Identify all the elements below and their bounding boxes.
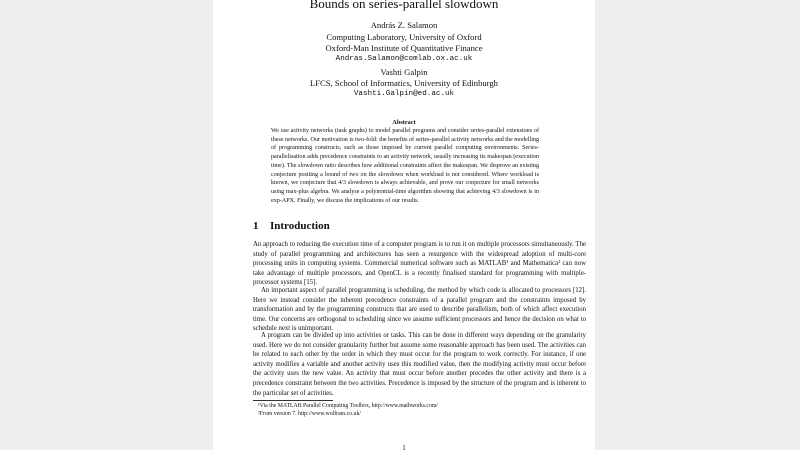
paragraph-2: An important aspect of parallel programming is scheduling, the method by which code is allocated to processors [12]. Here we instead consider the inherent precedence constraints of a parallel program and the constraints imposed by transformation and by the programming constructs that are used to describe parallelism, both of which affect execution time. Our concerns are orthogonal to scheduling since we assume sufficient processors and hence the decision on what to schedule next is unimportant.: [253, 287, 586, 333]
author-1-name: András Z. Salamon: [370, 20, 438, 30]
paper-page: [213, 0, 595, 450]
page-number: 1: [402, 444, 406, 450]
footnote-1: ¹Via the MATLAB Parallel Computing Toolbox, http://www.mathworks.com/: [258, 403, 439, 409]
author-2-email[interactable]: Vashti.Galpin@ed.ac.uk: [353, 90, 455, 98]
abstract-text: We use activity networks (task graphs) to model parallel programs and consider series-parallel extensions of these networks. Our motivation is two-fold: the benefits of series-parallel activity networks and the modelling of programming constructs, such as those imposed by current parallel computing environments. Series-parallelisation adds precedence constraints to an activity network, usually increasing its makespan (execution time). The slowdown ratio describes how additional constraints affect the makespan. We disprove an existing conjecture positing a bound of two on the slowdown when workload is not considered. Where workload is known, we conjecture that 4/3 slowdown is always achievable, and prove our conjecture for small networks using max-plus algebra. We analyse a polynomial-time algorithm showing that achieving 4/3 slowdown is in exp-APX. Finally, we discuss the implications of our results.: [271, 128, 539, 204]
paper-title: Bounds on series-parallel slowdown: [309, 0, 499, 11]
author-1-email[interactable]: Andras.Salamon@comlab.ox.ac.uk: [335, 55, 473, 63]
section-heading: [253, 220, 330, 232]
abstract-heading: Abstract: [392, 119, 416, 126]
author-1-affiliation-1: Computing Laboratory, University of Oxford: [326, 32, 482, 42]
viewer-background-right: [595, 0, 800, 450]
section-number: 1: [253, 220, 259, 232]
author-2-name: Vashti Galpin: [380, 67, 428, 77]
author-1-affiliation-2: Oxford-Man Institute of Quantitative Finance: [325, 43, 483, 53]
footnote-rule: [253, 400, 333, 401]
viewer-background-left: [0, 0, 213, 450]
paragraph-1: An approach to reducing the execution time of a computer program is to run it on multiple processors simultaneously. The study of parallel programming and architectures has seen a resurgence with the widespread adoption of multi-core processing units in computing systems. Commercial numerical software such as MATLAB¹ and Mathematica² can now take advantage of multiple processors, and OpenCL is a recently finalised standard for programming with multiple-processor systems [15].: [253, 241, 586, 287]
author-2-affiliation: LFCS, School of Informatics, University of Edinburgh: [310, 78, 498, 88]
section-title: Introduction: [270, 220, 330, 232]
paragraph-3: A program can be divided up into activities or tasks. This can be done in different ways depending on the granularity used. Here we do not consider granularity further but assume some reasonable approach has been used. The activities can be related to each other by the order in which they must occur for the program to work correctly. For instance, if one activity modifies a variable and another activity uses this modified value, then the modifying activity must occur before the activity uses the new value. An activity that must occur before another precedes the other activity and there is a precedence constraint between the two activities. Precedence is imposed by the structure of the program and is inherent to the particular set of activities.: [253, 332, 586, 397]
footnote-2: ²From version 7. http://www.wolfram.co.uk/: [258, 411, 361, 417]
